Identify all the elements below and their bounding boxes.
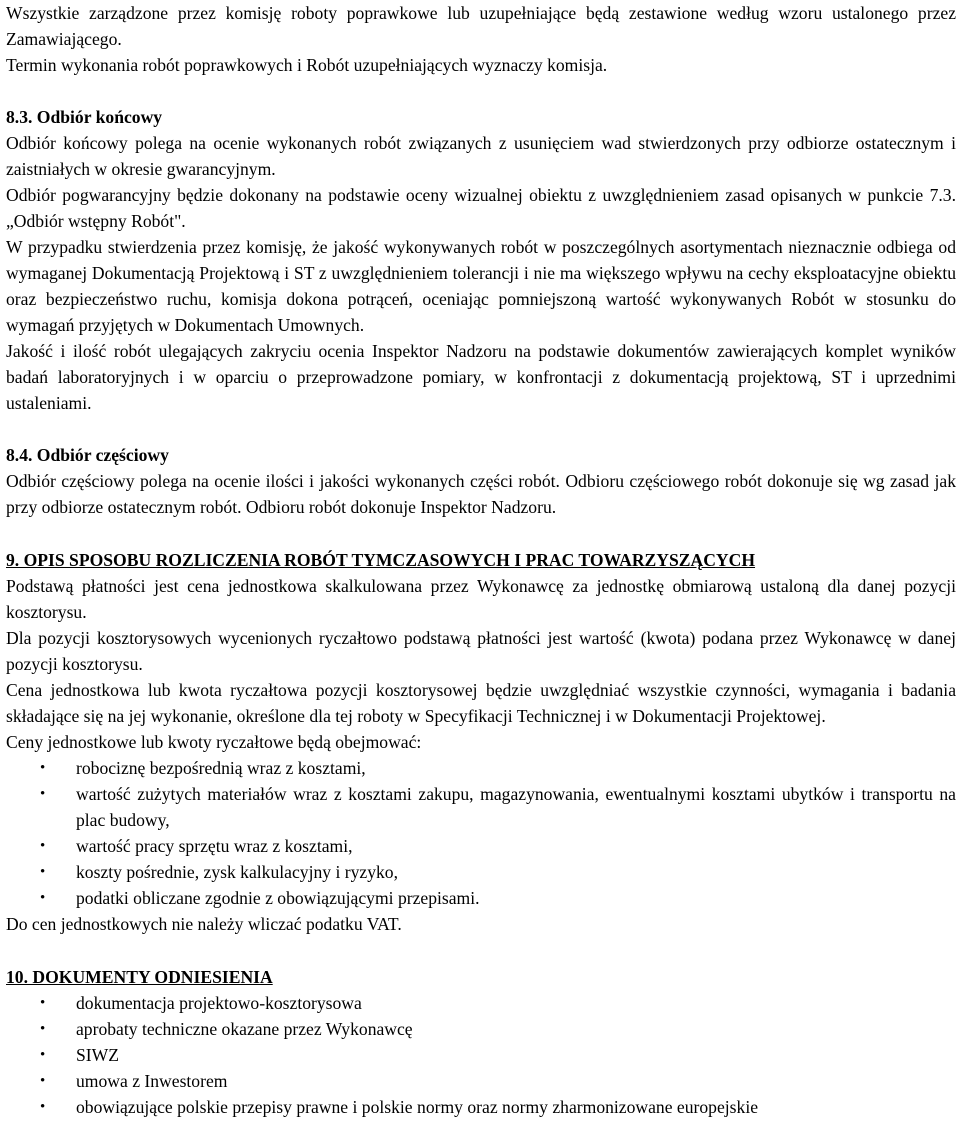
list-item bbox=[6, 755, 956, 781]
section-8-3-paragraph-3: W przypadku stwierdzenia przez komisję, że jakość wykonywanych robót w poszczególnych asortymentach nieznacznie odbiega od wymaganej Dokumentacją Projektową i ST z uwzględnieniem tolerancji i nie ma większego wpływu na cechy eksploatacyjne obiektu oraz bezpieczeństwo ruchu, komisja dokona potrąceń, oceniając pomniejszoną wartość wykonywanych Robót w stosunku do wymagań przyjętych w Dokumentach Umownych. bbox=[6, 237, 956, 335]
list-item bbox=[6, 1042, 956, 1068]
list-item-text: dokumentacja projektowo-kosztorysowa bbox=[76, 993, 362, 1013]
section-9-bullet-list bbox=[6, 755, 956, 911]
list-item bbox=[6, 1094, 956, 1120]
list-item-text: robociznę bezpośrednią wraz z kosztami, bbox=[76, 758, 366, 778]
section-10-heading: 10. DOKUMENTY ODNIESIENIA bbox=[6, 967, 273, 987]
list-item-text: SIWZ bbox=[76, 1045, 119, 1065]
list-item-text: podatki obliczane zgodnie z obowiązującymi przepisami. bbox=[76, 888, 480, 908]
section-10-bullet-list bbox=[6, 990, 956, 1120]
section-9-paragraph-2: Dla pozycji kosztorysowych wycenionych ryczałtowo podstawą płatności jest wartość (kwota) podana przez Wykonawcę w danej pozycji kosztorysu. bbox=[6, 628, 956, 674]
list-item bbox=[6, 885, 956, 911]
section-9-heading: 9. OPIS SPOSOBU ROZLICZENIA ROBÓT TYMCZASOWYCH I PRAC TOWARZYSZĄCYCH bbox=[6, 550, 756, 570]
section-8-4-heading: 8.4. Odbiór częściowy bbox=[6, 445, 169, 465]
bullet-icon: • bbox=[40, 1099, 46, 1115]
section-9-paragraph-1: Podstawą płatności jest cena jednostkowa skalkulowana przez Wykonawcę za jednostkę obmiarową ustaloną dla danej pozycji kosztorysu. bbox=[6, 576, 956, 622]
bullet-icon: • bbox=[40, 1021, 46, 1037]
bullet-icon: • bbox=[40, 786, 46, 802]
list-item-text: wartość pracy sprzętu wraz z kosztami, bbox=[76, 836, 353, 856]
list-item-text: aprobaty techniczne okazane przez Wykonawcę bbox=[76, 1019, 413, 1039]
bullet-icon: • bbox=[40, 995, 46, 1011]
bullet-icon: • bbox=[40, 760, 46, 776]
section-9-paragraph-4: Ceny jednostkowe lub kwoty ryczałtowe będą obejmować: bbox=[6, 732, 422, 752]
list-item-text: koszty pośrednie, zysk kalkulacyjny i ryzyko, bbox=[76, 862, 398, 882]
list-item-text: obowiązujące polskie przepisy prawne i polskie normy oraz normy zharmonizowane europejskie bbox=[76, 1097, 759, 1117]
bullet-icon: • bbox=[40, 1073, 46, 1089]
bullet-icon: • bbox=[40, 864, 46, 880]
bullet-icon: • bbox=[40, 838, 46, 854]
list-item bbox=[6, 1068, 956, 1094]
section-9-closing: Do cen jednostkowych nie należy wliczać podatku VAT. bbox=[6, 914, 402, 934]
intro-paragraph-1: Wszystkie zarządzone przez komisję roboty poprawkowe lub uzupełniające będą zestawione według wzoru ustalonego przez Zamawiającego. bbox=[6, 3, 956, 49]
section-9-paragraph-3: Cena jednostkowa lub kwota ryczałtowa pozycji kosztorysowej będzie uwzględniać wszystkie czynności, wymagania i badania składające się na jej wykonanie, określone dla tej roboty w Specyfikacji Technicznej i w Dokumentacji Projektowej. bbox=[6, 680, 956, 726]
section-8-3-paragraph-4: Jakość i ilość robót ulegających zakryciu ocenia Inspektor Nadzoru na podstawie dokumentów zawierających komplet wyników badań laboratoryjnych i w oparciu o przeprowadzone pomiary, w konfrontacji z dokumentacją projektową, ST i uprzednimi ustaleniami. bbox=[6, 341, 956, 413]
section-8-3-paragraph-2: Odbiór pogwarancyjny będzie dokonany na podstawie oceny wizualnej obiektu z uwzględnieniem zasad opisanych w punkcie 7.3. „Odbiór wstępny Robót". bbox=[6, 185, 956, 231]
list-item bbox=[6, 990, 956, 1016]
document-page bbox=[6, 0, 956, 1120]
section-8-3-paragraph-1: Odbiór końcowy polega na ocenie wykonanych robót związanych z usunięciem wad stwierdzonych przy odbiorze ostatecznym i zaistniałych w okresie gwarancyjnym. bbox=[6, 133, 956, 179]
bullet-icon: • bbox=[40, 890, 46, 906]
list-item bbox=[6, 859, 956, 885]
section-8-4-paragraph-1: Odbiór częściowy polega na ocenie ilości i jakości wykonanych części robót. Odbioru częściowego robót dokonuje się wg zasad jak przy odbiorze ostatecznym robót. Odbioru robót dokonuje Inspektor Nadzoru. bbox=[6, 471, 956, 517]
intro-paragraph-2: Termin wykonania robót poprawkowych i Robót uzupełniających wyznaczy komisja. bbox=[6, 55, 608, 75]
bullet-icon: • bbox=[40, 1047, 46, 1063]
list-item-text: wartość zużytych materiałów wraz z kosztami zakupu, magazynowania, ewentualnymi kosztami ubytków i transportu na plac budowy, bbox=[76, 784, 956, 830]
list-item-text: umowa z Inwestorem bbox=[76, 1071, 228, 1091]
list-item bbox=[6, 781, 956, 833]
list-item bbox=[6, 833, 956, 859]
list-item bbox=[6, 1016, 956, 1042]
section-8-3-heading: 8.3. Odbiór końcowy bbox=[6, 107, 163, 127]
